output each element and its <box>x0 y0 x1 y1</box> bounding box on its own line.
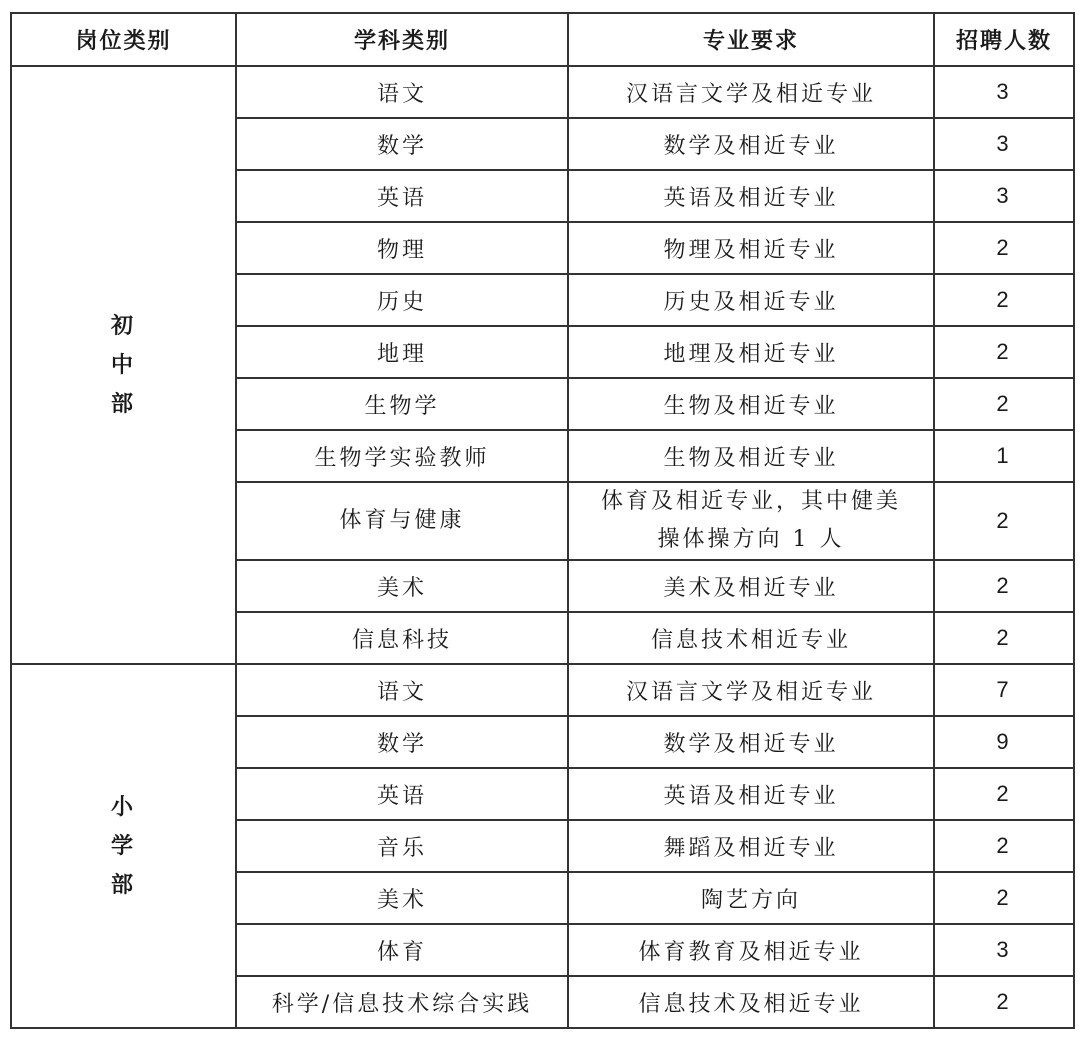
requirement-cell: 信息技术相近专业 <box>568 612 934 664</box>
subject-cell: 数学 <box>236 716 568 768</box>
requirement-line: 体育及相近专业，其中健美 <box>600 489 901 514</box>
count-cell: 2 <box>934 274 1074 326</box>
count-cell: 3 <box>934 118 1074 170</box>
subject-cell: 体育与健康 <box>236 482 568 560</box>
department-char: 初 <box>110 313 136 339</box>
department-char: 部 <box>110 872 136 898</box>
requirement-cell: 生物及相近专业 <box>568 430 934 482</box>
subject-cell: 数学 <box>236 118 568 170</box>
requirement-cell: 体育教育及相近专业 <box>568 924 934 976</box>
count-cell: 3 <box>934 66 1074 118</box>
requirement-cell: 陶艺方向 <box>568 872 934 924</box>
requirement-cell: 数学及相近专业 <box>568 716 934 768</box>
requirement-cell: 英语及相近专业 <box>568 170 934 222</box>
recruitment-table <box>10 12 1075 1029</box>
header-hiring-count: 招聘人数 <box>934 13 1074 66</box>
requirement-cell: 数学及相近专业 <box>568 118 934 170</box>
subject-cell: 生物学 <box>236 378 568 430</box>
requirement-cell: 汉语言文学及相近专业 <box>568 664 934 716</box>
requirement-line: 操体操方向 1 人 <box>657 527 845 552</box>
count-cell: 2 <box>934 768 1074 820</box>
count-cell: 2 <box>934 560 1074 612</box>
count-cell: 2 <box>934 976 1074 1028</box>
subject-cell: 语文 <box>236 664 568 716</box>
requirement-cell: 地理及相近专业 <box>568 326 934 378</box>
department-char: 中 <box>110 352 136 378</box>
table-row <box>11 664 1074 716</box>
count-cell: 3 <box>934 170 1074 222</box>
department-char: 学 <box>110 833 136 859</box>
subject-cell: 地理 <box>236 326 568 378</box>
count-cell: 2 <box>934 872 1074 924</box>
subject-cell: 英语 <box>236 768 568 820</box>
department-char: 小 <box>110 794 136 820</box>
department-cell-primary <box>11 664 236 1028</box>
requirement-cell: 汉语言文学及相近专业 <box>568 66 934 118</box>
requirement-cell: 物理及相近专业 <box>568 222 934 274</box>
count-cell: 2 <box>934 820 1074 872</box>
header-position-category: 岗位类别 <box>11 13 236 66</box>
count-cell: 2 <box>934 378 1074 430</box>
count-cell: 9 <box>934 716 1074 768</box>
subject-cell: 美术 <box>236 872 568 924</box>
subject-cell: 音乐 <box>236 820 568 872</box>
requirement-cell: 英语及相近专业 <box>568 768 934 820</box>
subject-cell: 生物学实验教师 <box>236 430 568 482</box>
requirement-cell: 舞蹈及相近专业 <box>568 820 934 872</box>
requirement-cell: 生物及相近专业 <box>568 378 934 430</box>
table-row <box>11 66 1074 118</box>
subject-cell: 语文 <box>236 66 568 118</box>
subject-cell: 物理 <box>236 222 568 274</box>
count-cell: 2 <box>934 326 1074 378</box>
subject-cell: 科学/信息技术综合实践 <box>236 976 568 1028</box>
count-cell: 1 <box>934 430 1074 482</box>
requirement-cell <box>568 482 934 560</box>
count-cell: 2 <box>934 612 1074 664</box>
department-char: 部 <box>110 391 136 417</box>
subject-cell: 英语 <box>236 170 568 222</box>
count-cell: 2 <box>934 482 1074 560</box>
header-row <box>11 13 1074 66</box>
count-cell: 7 <box>934 664 1074 716</box>
header-subject-category: 学科类别 <box>236 13 568 66</box>
count-cell: 2 <box>934 222 1074 274</box>
requirement-cell: 美术及相近专业 <box>568 560 934 612</box>
requirement-cell: 历史及相近专业 <box>568 274 934 326</box>
requirement-cell: 信息技术及相近专业 <box>568 976 934 1028</box>
header-major-requirement: 专业要求 <box>568 13 934 66</box>
subject-cell: 美术 <box>236 560 568 612</box>
subject-cell: 体育 <box>236 924 568 976</box>
subject-cell: 信息科技 <box>236 612 568 664</box>
subject-cell: 历史 <box>236 274 568 326</box>
department-cell-junior-high <box>11 66 236 664</box>
count-cell: 3 <box>934 924 1074 976</box>
